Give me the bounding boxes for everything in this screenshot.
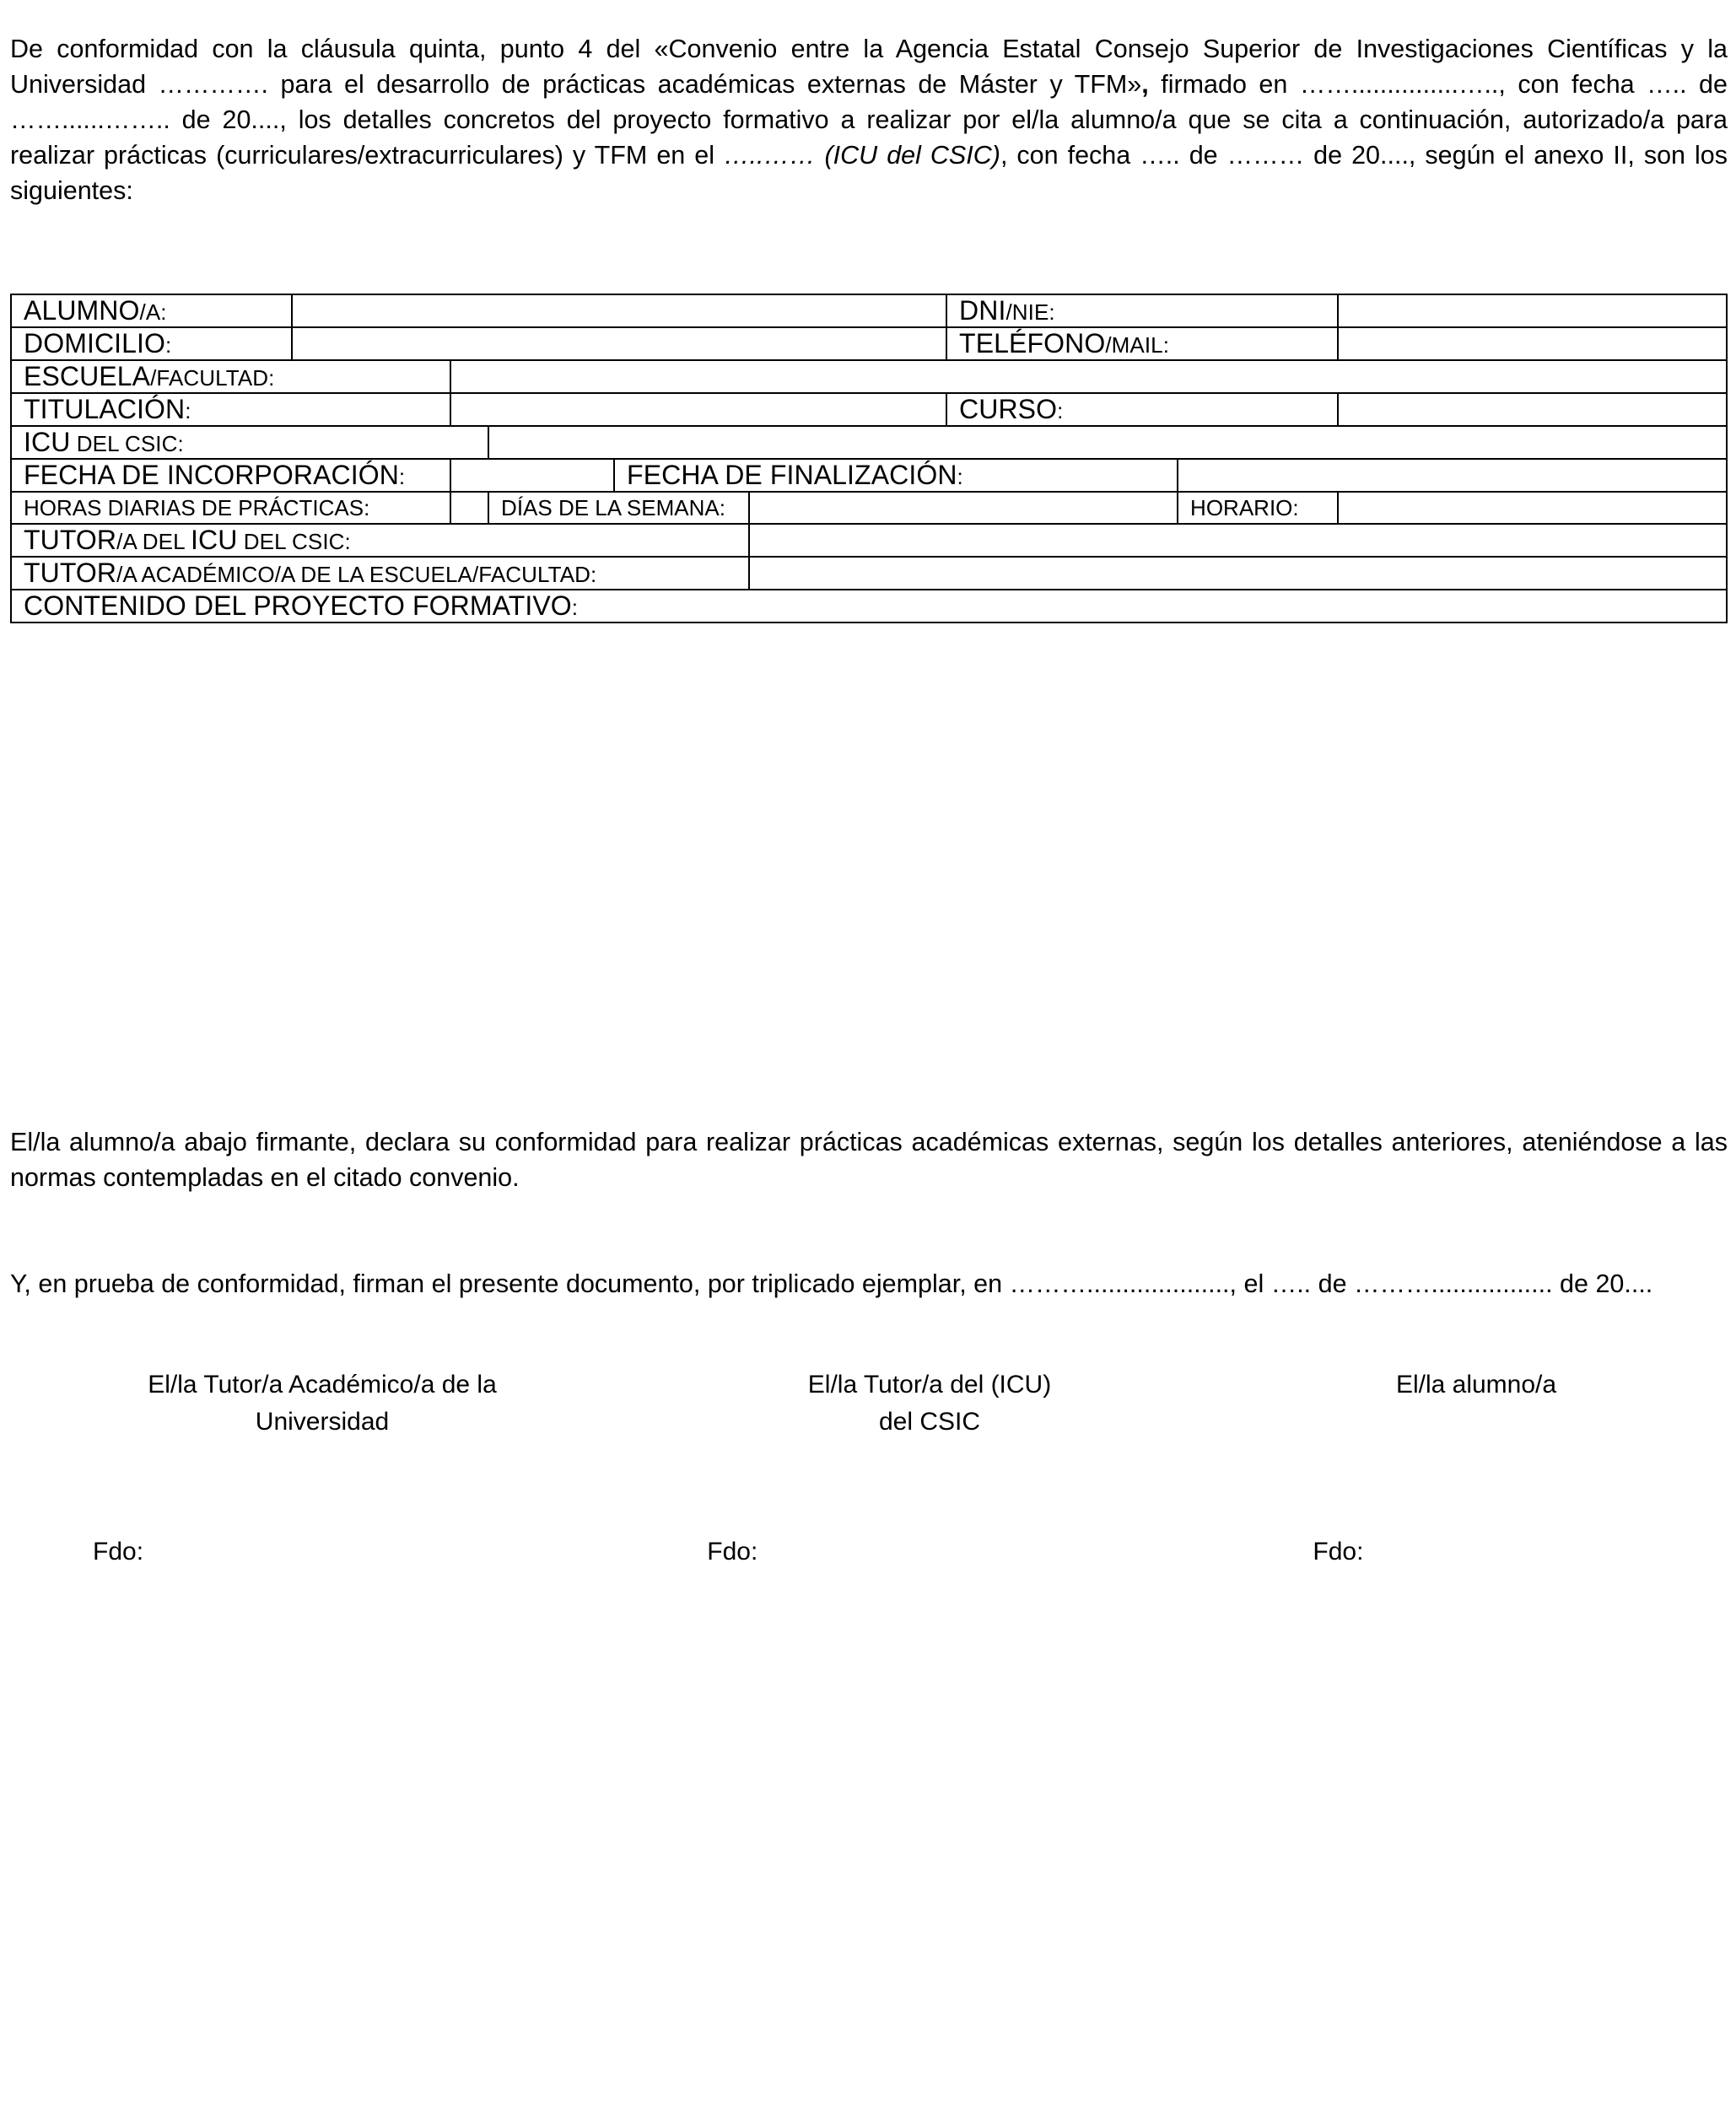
label-alumno [11,294,292,327]
label-fecha-finalizacion-cap: FECHA DE FINALIZACIÓN [627,460,957,490]
label-dni-rest: /NIE: [1005,299,1055,325]
label-horas-diarias: HORAS DIARIAS DE PRÁCTICAS: [11,492,450,524]
value-escuela[interactable] [450,360,1727,393]
table-row-tutor-icu [11,524,1727,557]
signature-tutor-icu-line2: del CSIC [878,1408,981,1436]
label-icu-rest: DEL CSIC: [70,431,184,456]
label-contenido-rest: : [571,595,579,620]
value-curso[interactable] [1338,393,1727,426]
table-row-alumno [11,294,1727,327]
intro-segment-5: , con fecha ….. de ……… de 20...., según el anexo II, son los siguientes: [10,140,1728,205]
value-domicilio[interactable] [292,327,946,360]
label-fecha-incorporacion [11,459,450,492]
label-titulacion-rest: : [185,398,191,423]
intro-paragraph [10,31,1728,208]
intro-segment-2-bold: , [1141,69,1149,99]
table-row-horas [11,492,1727,524]
fdo-tutor-icu: Fdo: [707,1538,758,1566]
value-horas-diarias[interactable] [450,492,488,524]
fdo-alumno: Fdo: [1313,1538,1364,1566]
label-contenido[interactable] [11,590,1727,623]
label-icu [11,426,488,459]
label-fecha-finalizacion-rest: : [957,464,963,489]
label-tutor-academico-rest: /A ACADÉMICO/A DE LA ESCUELA/FACULTAD: [116,562,597,587]
declaration-paragraph: El/la alumno/a abajo firmante, declara su conformidad para realizar prácticas académicas externas, según los detalles anteriores, ateniéndose a las normas contempladas en el citado convenio. [10,1127,1728,1192]
table-row-fechas [11,459,1727,492]
value-dias-semana[interactable] [749,492,1178,524]
label-telefono-cap: TELÉFONO [959,328,1106,358]
label-icu-cap: ICU [24,427,71,457]
intro-segment-1: De conformidad con la cláusula quinta, punto 4 del «Convenio entre la Agencia Estatal Consejo Superior de Investigaciones Científicas y la Universidad …………. para el desarrollo de prácticas académicas externas de Máster y TFM» [10,34,1728,99]
value-horario[interactable] [1338,492,1727,524]
label-escuela-rest: /FACULTAD: [150,365,275,391]
value-titulacion[interactable] [450,393,946,426]
label-titulacion-cap: TITULACIÓN [24,394,186,424]
signature-column-alumno [1225,1366,1728,1441]
signature-tutor-academico-line2: Universidad [255,1408,390,1436]
value-fecha-finalizacion[interactable] [1178,459,1727,492]
label-contenido-cap: CONTENIDO DEL PROYECTO FORMATIVO [24,590,572,621]
table-row-titulacion [11,393,1727,426]
signature-alumno-line1: El/la alumno/a [1395,1371,1557,1399]
label-fecha-finalizacion [614,459,1178,492]
label-horario: HORARIO: [1178,492,1338,524]
label-tutor-academico [11,557,749,590]
label-escuela [11,360,450,393]
label-titulacion [11,393,450,426]
label-telefono-rest: /MAIL: [1105,332,1170,358]
label-curso [946,393,1338,426]
label-curso-rest: : [1057,398,1064,423]
label-curso-cap: CURSO [959,394,1058,424]
signature-tutor-icu-line1: El/la Tutor/a del (ICU) [807,1371,1052,1399]
student-details-table [10,294,1728,623]
value-dni[interactable] [1338,294,1727,327]
intro-segment-3: firmado en ……...............….., con fecha ….. de ……......…….. de 20...., los detalles concretos del proyecto formativo a realizar por el/la alumno/a que se cita a continuación, autorizado/a para realizar prácticas (curriculares/extracurriculares) y TFM en el [10,69,1728,170]
value-tutor-academico[interactable] [749,557,1727,590]
value-alumno[interactable] [292,294,946,327]
intro-segment-4-italic: …..…… (ICU del CSIC) [724,140,1000,170]
table-row-domicilio [11,327,1727,360]
label-alumno-cap: ALUMNO [24,295,140,326]
value-icu[interactable] [488,426,1727,459]
label-domicilio [11,327,292,360]
label-domicilio-rest: : [165,332,172,358]
label-tutor-academico-cap: TUTOR [24,558,117,588]
label-dias-semana: DÍAS DE LA SEMANA: [488,492,749,524]
label-tutor-icu-pre: TUTOR [24,525,117,555]
signature-tutor-academico-line1: El/la Tutor/a Académico/a de la [148,1371,497,1399]
value-fecha-incorporacion[interactable] [450,459,614,492]
label-tutor-icu-cap: ICU [191,525,238,555]
label-tutor-icu-post: DEL CSIC: [237,529,351,554]
closing-paragraph: Y, en prueba de conformidad, firman el presente documento, por triplicado ejemplar, en ………...................., el ….. de ………................. de 20.... [10,1269,1653,1298]
label-fecha-incorporacion-rest: : [398,464,406,489]
table-row-escuela [11,360,1727,393]
label-domicilio-cap: DOMICILIO [24,328,166,358]
table-row-contenido [11,590,1727,623]
signature-column-tutor-academico [10,1366,634,1441]
signature-column-tutor-icu [634,1366,1225,1441]
value-tutor-icu[interactable] [749,524,1727,557]
label-alumno-rest: /A: [139,299,167,325]
label-fecha-incorporacion-cap: FECHA DE INCORPORACIÓN [24,460,399,490]
label-dni [946,294,1338,327]
label-tutor-icu-mid: /A DEL [116,529,191,554]
label-tutor-icu [11,524,749,557]
signed-labels-row [10,1535,1728,1569]
label-dni-cap: DNI [959,295,1006,326]
label-escuela-cap: ESCUELA [24,361,151,391]
signature-headings-row [10,1366,1728,1441]
table-row-icu [11,426,1727,459]
value-telefono[interactable] [1338,327,1727,360]
label-telefono [946,327,1338,360]
table-row-tutor-academico [11,557,1727,590]
fdo-tutor-academico: Fdo: [93,1538,144,1566]
